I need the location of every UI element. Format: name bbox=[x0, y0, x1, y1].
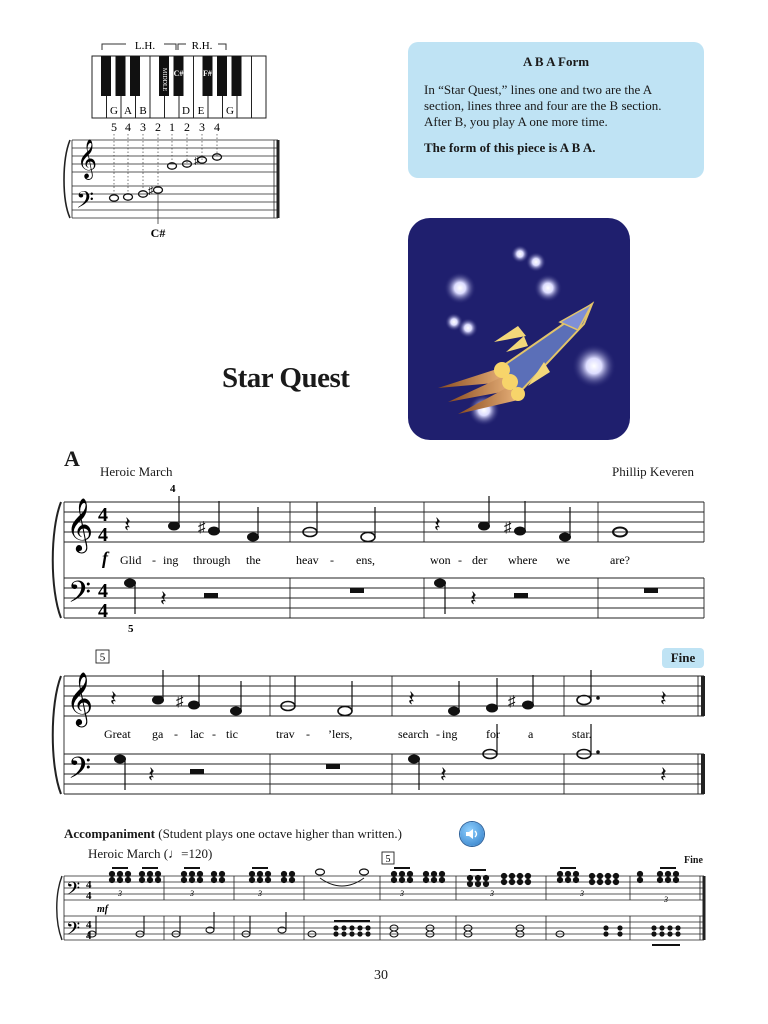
lyric-syllable: star. bbox=[572, 727, 592, 741]
time-signature-top: 4 bbox=[86, 879, 92, 891]
triplet-figure bbox=[391, 868, 444, 883]
fingering bbox=[111, 120, 220, 134]
form-info-box bbox=[408, 42, 704, 178]
accompaniment-fine: Fine bbox=[684, 855, 703, 866]
time-signature-top: 4 bbox=[98, 580, 108, 602]
lyric-syllable: for bbox=[486, 727, 500, 741]
bass-note-label: C# bbox=[150, 226, 166, 240]
audio-speaker-icon[interactable] bbox=[460, 822, 484, 846]
finger-number: 5 bbox=[128, 623, 134, 635]
key-letter: A bbox=[124, 105, 132, 117]
lyric-syllable: Glid bbox=[120, 553, 142, 567]
music-system-1 bbox=[0, 480, 768, 640]
finger-number: 2 bbox=[155, 120, 161, 134]
svg-text:𝄽: 𝄽 bbox=[408, 686, 415, 711]
info-box-conclusion: The form of this piece is A B A. bbox=[424, 140, 596, 155]
accompaniment-tempo-value: =120) bbox=[181, 846, 213, 861]
bass-clef-icon: 𝄢 bbox=[68, 576, 92, 616]
triplet-label: 3 bbox=[490, 889, 494, 898]
triplet-label: 3 bbox=[190, 889, 194, 898]
svg-text:𝄽: 𝄽 bbox=[160, 586, 167, 611]
quarter-note-icon: ♩ bbox=[168, 846, 182, 861]
lyric-syllable: - bbox=[458, 553, 462, 567]
middle-c-label: MIDDLE bbox=[161, 68, 167, 92]
key-letter: E bbox=[197, 105, 205, 117]
svg-text:♯: ♯ bbox=[198, 520, 206, 536]
piece-title: Star Quest bbox=[222, 362, 350, 394]
svg-text:𝄽: 𝄽 bbox=[124, 512, 131, 537]
treble-clef-icon: 𝄞 bbox=[66, 499, 94, 550]
rocket-illustration bbox=[408, 218, 630, 440]
lyric-syllable: ga bbox=[152, 727, 164, 741]
lyric-syllable: - bbox=[212, 727, 216, 741]
bass-clef-icon: 𝄢 bbox=[68, 752, 92, 792]
rh-label: R.H. bbox=[191, 40, 213, 52]
dynamic-marking: mf bbox=[97, 904, 109, 915]
svg-text:𝄽: 𝄽 bbox=[660, 762, 667, 787]
treble-clef-icon: 𝄞 bbox=[66, 673, 94, 724]
lyric-syllable: der bbox=[472, 553, 488, 567]
accompaniment-system bbox=[0, 850, 768, 960]
svg-text:♯: ♯ bbox=[176, 694, 184, 710]
lyric-syllable: - bbox=[152, 553, 156, 567]
lyric-syllable: through bbox=[193, 553, 231, 567]
time-signature-bottom: 4 bbox=[98, 600, 108, 622]
key-letter: B bbox=[139, 105, 147, 117]
lyric-syllable: lac bbox=[190, 727, 204, 741]
guide-lines bbox=[114, 134, 217, 196]
svg-text:𝄽: 𝄽 bbox=[470, 586, 477, 611]
lyric-syllable: ’lers, bbox=[328, 727, 353, 741]
finger-number: 5 bbox=[111, 120, 117, 134]
page-number: 30 bbox=[374, 968, 388, 983]
svg-text:𝄽: 𝄽 bbox=[660, 686, 667, 711]
lyric-syllable: a bbox=[528, 727, 534, 741]
triplet-marks bbox=[117, 889, 668, 904]
keyboard-diagram bbox=[60, 30, 300, 240]
accompaniment-heading bbox=[64, 826, 402, 842]
lyric-syllable: ing bbox=[163, 553, 179, 567]
time-signature-bottom: 4 bbox=[86, 930, 92, 942]
svg-text:𝄽: 𝄽 bbox=[110, 686, 117, 711]
measure-number: 5 bbox=[385, 854, 391, 865]
treble-notes bbox=[110, 670, 667, 716]
music-system-2 bbox=[0, 646, 768, 806]
lyric-syllable: - bbox=[306, 727, 310, 741]
time-signature-bottom: 4 bbox=[98, 524, 108, 546]
finger-number: 3 bbox=[140, 120, 146, 134]
finger-number: 4 bbox=[170, 483, 176, 495]
bass-notes bbox=[125, 579, 659, 614]
lyric-syllable: search bbox=[398, 727, 429, 741]
triplet-figure bbox=[467, 870, 530, 887]
f-sharp-key-label: F# bbox=[203, 69, 212, 78]
finger-number: 4 bbox=[214, 120, 220, 134]
accompaniment-lower-quarters bbox=[333, 920, 680, 946]
treble-clef-icon: 𝄞 bbox=[77, 141, 98, 178]
rocket-icon bbox=[408, 218, 630, 440]
section-label: A bbox=[64, 446, 80, 471]
triplet-label: 3 bbox=[580, 889, 584, 898]
bass-clef-icon: 𝄢 bbox=[66, 918, 81, 943]
svg-text:𝄽: 𝄽 bbox=[148, 762, 155, 787]
tempo-marking: Heroic March bbox=[100, 464, 173, 479]
triplet-label: 3 bbox=[664, 895, 668, 904]
bass-clef-icon: 𝄢 bbox=[76, 188, 95, 219]
lyric-syllable: heav bbox=[296, 553, 319, 567]
reference-staff bbox=[72, 140, 278, 218]
lyric-syllable: we bbox=[556, 553, 570, 567]
accompaniment-tempo-text: Heroic March ( bbox=[88, 846, 169, 861]
time-signature-top: 4 bbox=[86, 919, 92, 931]
bass-clef-icon: 𝄢 bbox=[66, 878, 81, 903]
lyric-syllable: - bbox=[330, 553, 334, 567]
triplet-label: 3 bbox=[400, 889, 404, 898]
lyrics-line-1 bbox=[120, 553, 630, 567]
lyric-syllable: ing bbox=[442, 727, 458, 741]
fine-marker: Fine bbox=[662, 648, 704, 668]
lyric-syllable: the bbox=[246, 553, 261, 567]
svg-text:♯: ♯ bbox=[508, 694, 516, 710]
sharp-icon: ♯ bbox=[148, 185, 154, 197]
accompaniment-title: Accompaniment bbox=[64, 826, 155, 841]
triplet-figure bbox=[109, 868, 160, 883]
keyboard-svg bbox=[60, 30, 300, 240]
key-letter: D bbox=[182, 105, 190, 117]
key-letter: G bbox=[226, 105, 234, 117]
triplet-label: 3 bbox=[258, 889, 262, 898]
svg-text:𝄽: 𝄽 bbox=[434, 512, 441, 537]
lyric-syllable: ens, bbox=[356, 553, 375, 567]
lyric-syllable: - bbox=[436, 727, 440, 741]
c-sharp-key-label: C# bbox=[173, 69, 184, 78]
info-box-title: A B A Form bbox=[522, 54, 590, 69]
lyrics-line-2 bbox=[104, 727, 592, 741]
lh-label: L.H. bbox=[134, 40, 156, 52]
accompaniment-note: (Student plays one octave higher than written.) bbox=[155, 826, 402, 841]
treble-notes bbox=[124, 496, 627, 542]
time-signature-bottom: 4 bbox=[86, 890, 92, 902]
lyric-syllable: - bbox=[174, 727, 178, 741]
time-signature-top: 4 bbox=[98, 504, 108, 526]
svg-text:♯: ♯ bbox=[504, 520, 512, 536]
finger-number: 4 bbox=[125, 120, 131, 134]
accompaniment-upper-notes bbox=[109, 868, 678, 887]
info-box-body: In “Star Quest,” lines one and two are the A section, lines three and four are the B section. After B, you play A one more time. bbox=[424, 82, 662, 129]
triplet-label: 3 bbox=[118, 889, 122, 898]
finger-number: 1 bbox=[169, 120, 175, 134]
composer: Phillip Keveren bbox=[612, 464, 694, 479]
finger-number: 2 bbox=[184, 120, 190, 134]
lyric-syllable: Great bbox=[104, 727, 131, 741]
lyric-syllable: won bbox=[430, 553, 451, 567]
lyric-syllable: where bbox=[508, 553, 538, 567]
sharp-icon: ♯ bbox=[194, 155, 200, 167]
lyric-syllable: tic bbox=[226, 727, 238, 741]
svg-text:𝄽: 𝄽 bbox=[440, 762, 447, 787]
triplet-figure bbox=[181, 868, 224, 883]
dynamic-marking: f bbox=[102, 548, 108, 568]
key-letter: G bbox=[110, 105, 118, 117]
triplet-figure bbox=[249, 868, 294, 883]
finger-number: 3 bbox=[199, 120, 205, 134]
measure-number: 5 bbox=[99, 651, 106, 664]
lyric-syllable: are? bbox=[610, 553, 630, 567]
lyric-syllable: trav bbox=[276, 727, 295, 741]
